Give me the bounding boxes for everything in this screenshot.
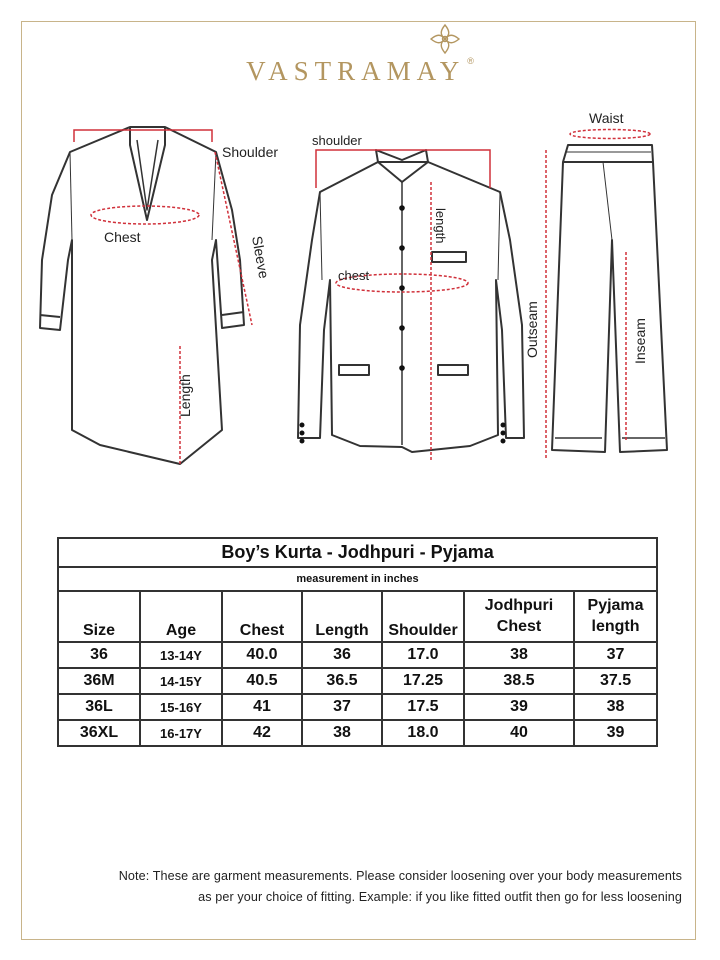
size-chart bbox=[57, 537, 656, 747]
cell-age: 13-14Y bbox=[140, 642, 222, 668]
kurta-diagram bbox=[40, 127, 278, 466]
note-line-1: Note: These are garment measurements. Please consider loosening over your body measurements bbox=[118, 869, 682, 883]
header-pyjama-length: Pyjama length bbox=[574, 591, 657, 642]
header-shoulder: Shoulder bbox=[382, 591, 464, 642]
cell-shoulder: 18.0 bbox=[382, 720, 464, 746]
cell-chest: 41 bbox=[222, 694, 302, 720]
cell-age: 16-17Y bbox=[140, 720, 222, 746]
cell-pyjama-length: 39 bbox=[574, 720, 657, 746]
cell-age: 14-15Y bbox=[140, 668, 222, 694]
pyjama-waist-label: Waist bbox=[589, 110, 624, 126]
cell-jodhpuri-chest: 39 bbox=[464, 694, 574, 720]
cell-size: 36L bbox=[58, 694, 140, 720]
kurta-chest-label: Chest bbox=[104, 229, 141, 245]
cell-shoulder: 17.25 bbox=[382, 668, 464, 694]
cell-jodhpuri-chest: 38.5 bbox=[464, 668, 574, 694]
kurta-length-label: Length bbox=[177, 374, 193, 417]
cell-size: 36 bbox=[58, 642, 140, 668]
kurta-sleeve-label: Sleeve bbox=[249, 234, 273, 280]
cell-pyjama-length: 37 bbox=[574, 642, 657, 668]
cell-pyjama-length: 37.5 bbox=[574, 668, 657, 694]
jodhpuri-diagram bbox=[298, 133, 524, 462]
cell-size: 36XL bbox=[58, 720, 140, 746]
garment-illustrations bbox=[0, 100, 720, 480]
table-subtitle: measurement in inches bbox=[58, 567, 657, 591]
size-table bbox=[57, 537, 658, 747]
cell-length: 36.5 bbox=[302, 668, 382, 694]
jodhpuri-length-label: length bbox=[433, 208, 448, 244]
table-header-row bbox=[58, 591, 657, 642]
cell-jodhpuri-chest: 40 bbox=[464, 720, 574, 746]
jodhpuri-shoulder-label: shoulder bbox=[312, 133, 362, 148]
brand-logo bbox=[0, 56, 720, 87]
cell-length: 37 bbox=[302, 694, 382, 720]
header-length: Length bbox=[302, 591, 382, 642]
cell-jodhpuri-chest: 38 bbox=[464, 642, 574, 668]
pyjama-diagram bbox=[524, 110, 667, 458]
cell-length: 36 bbox=[302, 642, 382, 668]
table-row bbox=[58, 720, 657, 746]
pyjama-inseam-label: Inseam bbox=[632, 318, 648, 364]
cell-length: 38 bbox=[302, 720, 382, 746]
brand-name: VASTRAMAY bbox=[246, 56, 466, 86]
cell-shoulder: 17.0 bbox=[382, 642, 464, 668]
cell-pyjama-length: 38 bbox=[574, 694, 657, 720]
cell-chest: 40.0 bbox=[222, 642, 302, 668]
header-chest: Chest bbox=[222, 591, 302, 642]
fitting-note bbox=[36, 866, 682, 908]
cell-chest: 40.5 bbox=[222, 668, 302, 694]
table-row bbox=[58, 694, 657, 720]
cell-size: 36M bbox=[58, 668, 140, 694]
registered-mark: ® bbox=[467, 56, 474, 66]
table-title: Boy’s Kurta - Jodhpuri - Pyjama bbox=[58, 538, 657, 567]
note-line-2: as per your choice of fitting. Example: if you like fitted outfit then go for less loosening bbox=[198, 890, 682, 904]
header-jodhpuri-chest: Jodhpuri Chest bbox=[464, 591, 574, 642]
table-row bbox=[58, 642, 657, 668]
lotus-ornament-icon bbox=[428, 22, 462, 56]
header-size: Size bbox=[58, 591, 140, 642]
jodhpuri-chest-label: chest bbox=[338, 268, 370, 283]
cell-shoulder: 17.5 bbox=[382, 694, 464, 720]
pyjama-outseam-label: Outseam bbox=[524, 301, 540, 358]
kurta-shoulder-label: Shoulder bbox=[222, 144, 279, 160]
header-age: Age bbox=[140, 591, 222, 642]
cell-age: 15-16Y bbox=[140, 694, 222, 720]
table-row bbox=[58, 668, 657, 694]
cell-chest: 42 bbox=[222, 720, 302, 746]
